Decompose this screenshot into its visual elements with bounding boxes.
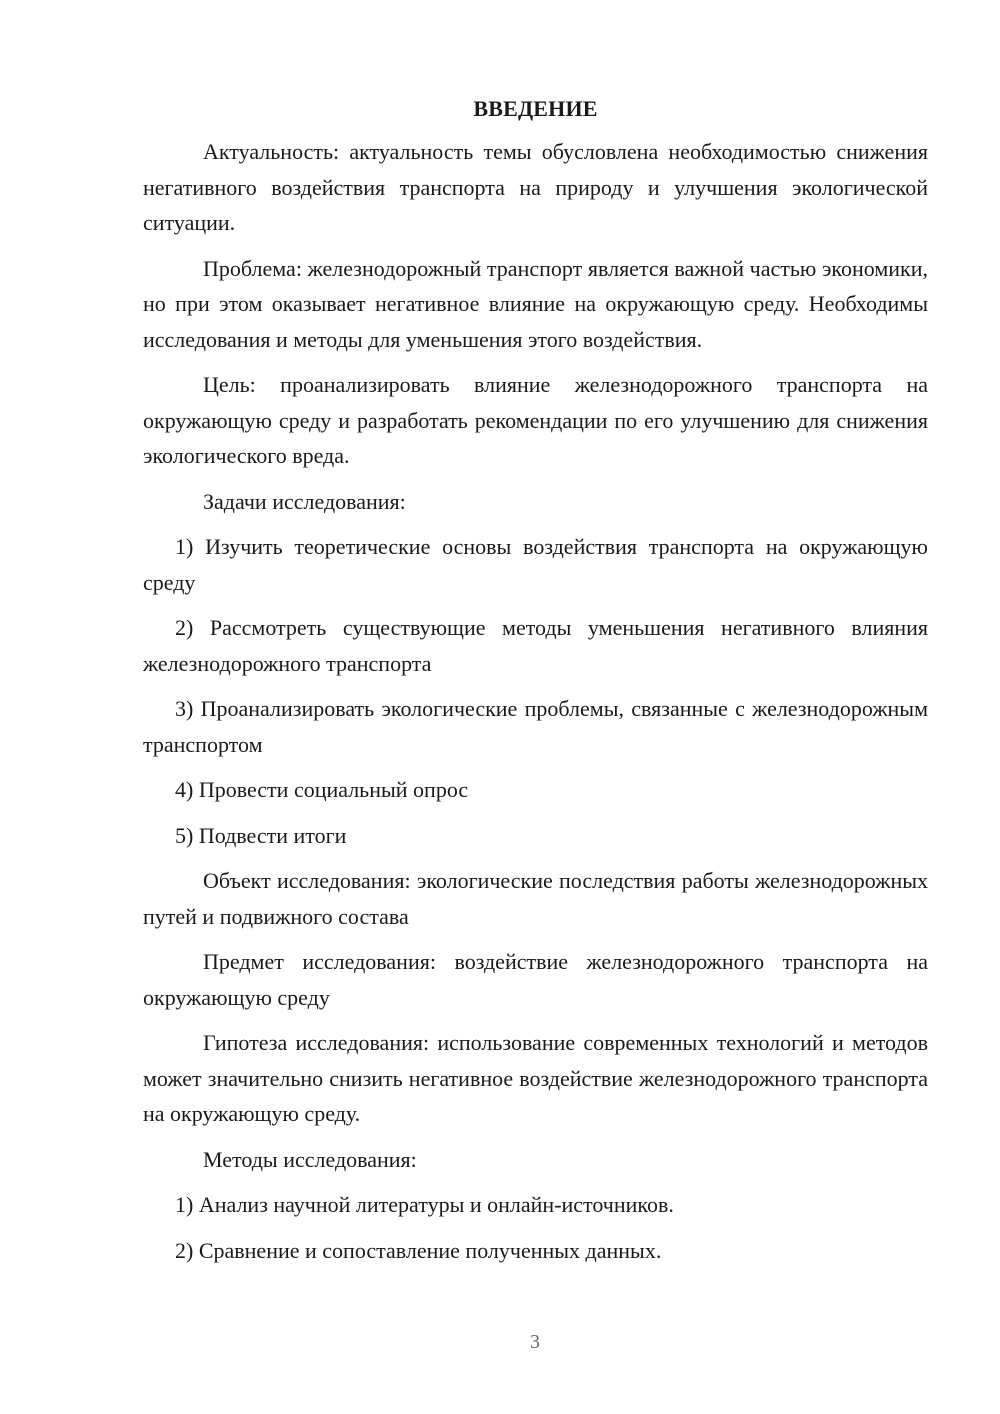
paragraph-object: Объект исследования: экологические последствия работы железнодорожных путей и подвижного состава — [143, 868, 928, 929]
task-item-3: 3) Проанализировать экологические проблемы, связанные с железнодорожным транспортом — [143, 696, 928, 757]
method-item-1: 1) Анализ научной литературы и онлайн-источников. — [175, 1192, 674, 1217]
task-item-1: 1) Изучить теоретические основы воздействия транспорта на окружающую среду — [143, 534, 928, 595]
task-item-2: 2) Рассмотреть существующие методы уменьшения негативного влияния железнодорожного транспорта — [143, 615, 928, 676]
paragraph-methods-heading: Методы исследования: — [203, 1146, 417, 1172]
paragraph-problem: Проблема: железнодорожный транспорт является важной частью экономики, но при этом оказывает негативное влияние на окружающую среду. Необходимы исследования и методы для уменьшения этого воздействия. — [143, 255, 928, 352]
paragraph-hypothesis: Гипотеза исследования: использование современных технологий и методов может значительно снизить негативное воздействие железнодорожного транспорта на окружающую среду. — [143, 1030, 928, 1126]
task-item-4: 4) Провести социальный опрос — [175, 777, 469, 802]
page-number: 3 — [530, 1331, 540, 1353]
section-title: ВВЕДЕНИЕ — [473, 96, 598, 121]
paragraph-tasks-heading: Задачи исследования: — [203, 488, 406, 514]
task-item-5: 5) Подвести итоги — [175, 822, 347, 848]
paragraph-goal: Цель: проанализировать влияние железнодорожного транспорта на окружающую среду и разработать рекомендации по его улучшению для снижения экологического вреда. — [143, 372, 928, 468]
paragraph-relevance: Актуальность: актуальность темы обусловлена необходимостью снижения негативного воздействия транспорта на природу и улучшения экологической ситуации. — [143, 139, 928, 235]
paragraph-subject: Предмет исследования: воздействие железнодорожного транспорта на окружающую среду — [143, 949, 928, 1010]
method-item-2: 2) Сравнение и сопоставление полученных данных. — [175, 1237, 662, 1263]
document-page — [143, 92, 928, 1278]
